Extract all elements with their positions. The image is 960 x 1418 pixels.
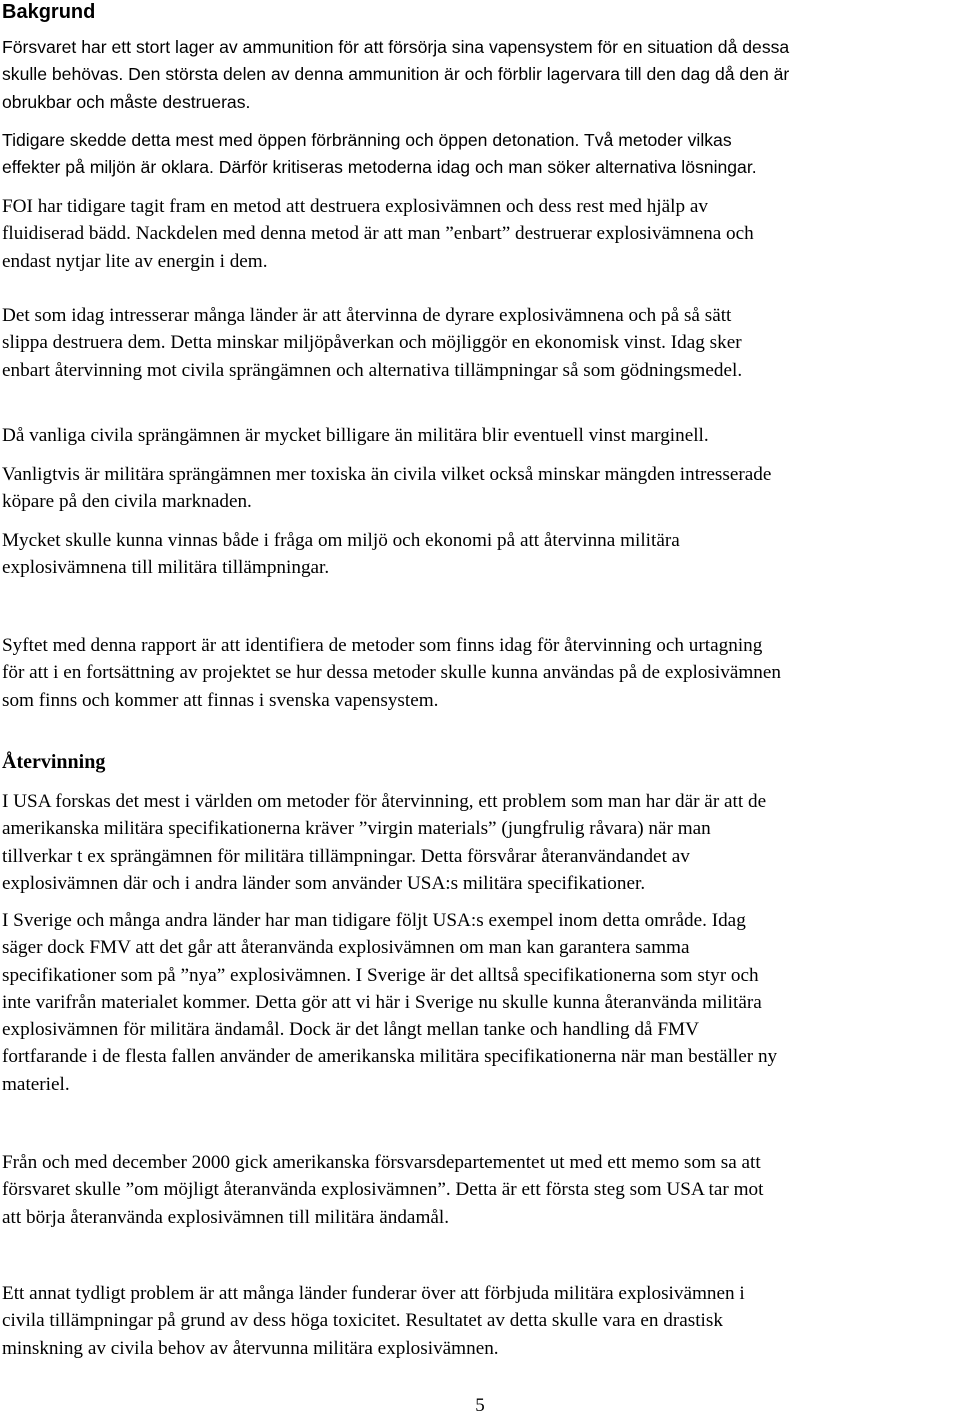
text-line: Ett annat tydligt problem är att många länder funderar över att förbjuda militära explosivämnen i: [2, 1283, 745, 1304]
text-line: Tidigare skedde detta mest med öppen förbränning och öppen detonation. Två metoder vilkas: [2, 130, 732, 150]
text-line: materiel.: [2, 1073, 70, 1095]
text-line: effekter på miljön är oklara. Därför kritiseras metoderna idag och man söker alternativa lösningar.: [2, 157, 757, 178]
paragraph-7: [2, 527, 958, 582]
paragraph-3: [2, 193, 958, 275]
paragraph-10: [2, 907, 958, 1098]
text-line: civila tillämpningar på grund av dess höga toxicitet. Resultatet av detta skulle vara en drastisk: [2, 1310, 723, 1332]
text-line: tillverkar t ex sprängämnen för militära tillämpningar. Detta försvårar återanvändandet av: [2, 845, 690, 867]
text-line: Försvaret har ett stort lager av ammunition för att försörja sina vapensystem för en situation då dessa: [2, 37, 790, 57]
paragraph-2: [2, 127, 958, 182]
section-heading-atervinning: Återvinning: [2, 751, 106, 773]
text-line: enbart återvinning mot civila sprängämnen och alternativa tillämpningar så som gödningsmedel.: [2, 359, 743, 381]
page-number: 5: [475, 1395, 485, 1416]
text-line: Vanligtvis är militära sprängämnen mer toxiska än civila vilket också minskar mängden intresserade: [2, 464, 772, 485]
text-line: köpare på den civila marknaden.: [2, 491, 252, 513]
text-line: Mycket skulle kunna vinnas både i fråga om miljö och ekonomi på att återvinna militära: [2, 530, 680, 551]
text-line: explosivämnena till militära tillämpningar.: [2, 557, 330, 579]
text-line: minskning av civila behov av återvunna militära explosivämnen.: [2, 1337, 499, 1359]
paragraph-12: [2, 1280, 958, 1362]
text-line: skulle behövas. Den största delen av denna ammunition är och förblir lagervara till den dag då den är: [2, 64, 790, 85]
text-line: Syftet med denna rapport är att identifiera de metoder som finns idag för återvinning och urtagning: [2, 635, 763, 656]
text-line: inte varifrån materialet kommer. Detta gör att vi här i Sverige nu skulle kunna återanvända militära: [2, 991, 762, 1013]
paragraph-11: [2, 1149, 958, 1231]
text-line: obrukbar och måste destrueras.: [2, 91, 251, 112]
text-line: explosivämnen för militära ändamål. Dock är det långt mellan tanke och handling då FMV: [2, 1019, 699, 1041]
text-line: endast nytjar lite av energin i dem.: [2, 250, 268, 272]
paragraph-1: [2, 34, 958, 116]
text-line: I Sverige och många andra länder har man tidigare följt USA:s exempel inom detta område. Idag: [2, 910, 746, 931]
text-line: amerikanska militära specifikationerna kräver ”virgin materials” (jungfrulig råvara) när man: [2, 818, 711, 840]
section-heading-bakgrund: Bakgrund: [2, 1, 96, 23]
text-line: för att i en fortsättning av projektet se hur dessa metoder skulle kunna användas på de explosivämnen: [2, 662, 781, 684]
text-line: FOI har tidigare tagit fram en metod att destruera explosivämnen och dess rest med hjälp av: [2, 196, 708, 217]
text-line: säger dock FMV att det går att återanvända explosivämnen om man kan garantera samma: [2, 937, 690, 959]
paragraph-9: [2, 788, 958, 897]
paragraph-4: [2, 302, 958, 384]
text-line: som finns och kommer att finnas i svenska vapensystem.: [2, 689, 439, 711]
text-line: explosivämnen där och i andra länder som använder USA:s militära specifikationer.: [2, 872, 646, 894]
text-line: specifikationer som på ”nya” explosivämnen. I Sverige är det alltså specifikationerna som styr och: [2, 964, 759, 986]
text-line: fortfarande i de flesta fallen använder de amerikanska militära specifikationerna när man beställer ny: [2, 1046, 778, 1068]
text-line: Då vanliga civila sprängämnen är mycket billigare än militära blir eventuell vinst marginell.: [2, 425, 709, 446]
text-line: slippa destruera dem. Detta minskar miljöpåverkan och möjliggör en ekonomisk vinst. Idag sker: [2, 332, 742, 354]
paragraph-5: [2, 422, 958, 449]
text-line: att börja återanvända explosivämnen till militära ändamål.: [2, 1206, 450, 1228]
text-line: fluidiserad bädd. Nackdelen med denna metod är att man ”enbart” destruerar explosivämnena och: [2, 223, 754, 245]
paragraph-8: [2, 632, 958, 714]
text-line: I USA forskas det mest i världen om metoder för återvinning, ett problem som man har där är att de: [2, 791, 767, 812]
text-line: Från och med december 2000 gick amerikanska försvarsdepartementet ut med ett memo som sa att: [2, 1152, 761, 1173]
text-line: Det som idag intresserar många länder är att återvinna de dyrare explosivämnena och på så sätt: [2, 305, 732, 326]
paragraph-6: [2, 461, 958, 516]
text-line: försvaret skulle ”om möjligt återanvända explosivämnen”. Detta är ett första steg som USA tar mot: [2, 1179, 764, 1201]
